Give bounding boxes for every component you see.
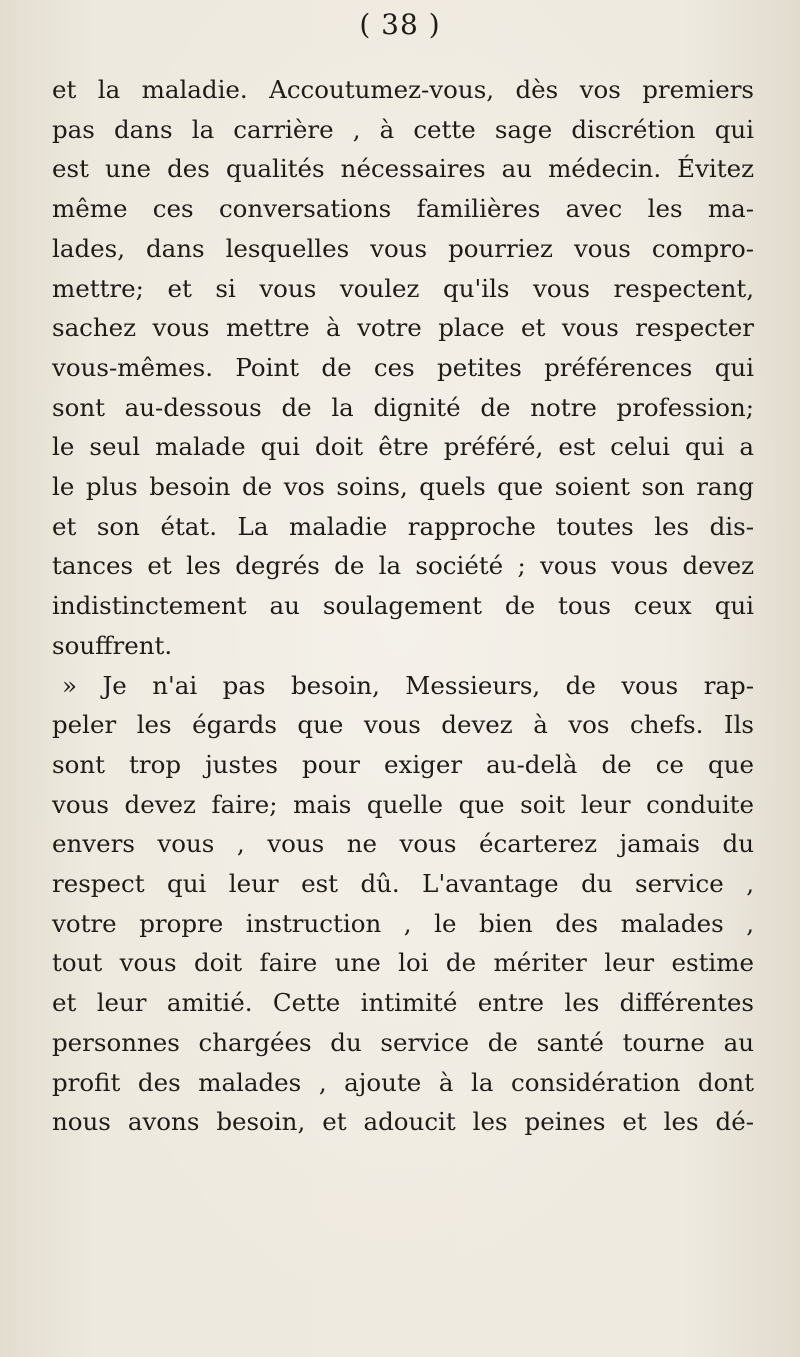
text-line: vous devez faire; mais quelle que soit leur conduite [52, 789, 754, 819]
text-line: et leur amitié. Cette intimité entre les différentes [52, 988, 754, 1018]
text-line: nous avons besoin, et adoucit les peines et les dé- [52, 1107, 754, 1137]
text-line: mettre; et si vous voulez qu'ils vous respectent, [52, 273, 754, 303]
text-line: sachez vous mettre à votre place et vous respecter [52, 313, 754, 343]
text-line: personnes chargées du service de santé tourne au [52, 1027, 754, 1057]
text-line: envers vous , vous ne vous écarterez jamais du [52, 829, 754, 859]
text-line: même ces conversations familières avec les ma- [52, 194, 754, 224]
text-line: » Je n'ai pas besoin, Messieurs, de vous rap- [62, 670, 754, 700]
text-line: vous-mêmes. Point de ces petites préférences qui [52, 352, 754, 382]
text-line: indistinctement au soulagement de tous ceux qui [52, 591, 754, 621]
text-line: souffrent. [52, 630, 173, 660]
text-line: lades, dans lesquelles vous pourriez vous compro- [52, 233, 754, 263]
text-line: votre propre instruction , le bien des malades , [52, 908, 754, 938]
text-line: respect qui leur est dû. L'avantage du service , [52, 869, 754, 899]
text-line: le plus besoin de vos soins, quels que soient son rang [52, 472, 754, 502]
body-text [52, 70, 754, 1142]
text-line: le seul malade qui doit être préféré, est celui qui a [52, 432, 754, 462]
text-line: peler les égards que vous devez à vos chefs. Ils [52, 710, 754, 740]
text-line: profit des malades , ajoute à la considération dont [52, 1067, 754, 1097]
text-line: sont trop justes pour exiger au-delà de ce que [52, 749, 754, 779]
text-line: pas dans la carrière , à cette sage discrétion qui [52, 114, 754, 144]
text-line: tout vous doit faire une loi de mériter leur estime [52, 948, 754, 978]
text-line: sont au-dessous de la dignité de notre profession; [52, 392, 754, 422]
page-number: ( 38 ) [359, 8, 441, 41]
text-line: et la maladie. Accoutumez-vous, dès vos premiers [52, 75, 754, 104]
text-line: tances et les degrés de la société ; vous vous devez [52, 551, 754, 581]
text-line: et son état. La maladie rapproche toutes les dis- [52, 511, 754, 541]
text-line: est une des qualités nécessaires au médecin. Évitez [52, 154, 754, 184]
